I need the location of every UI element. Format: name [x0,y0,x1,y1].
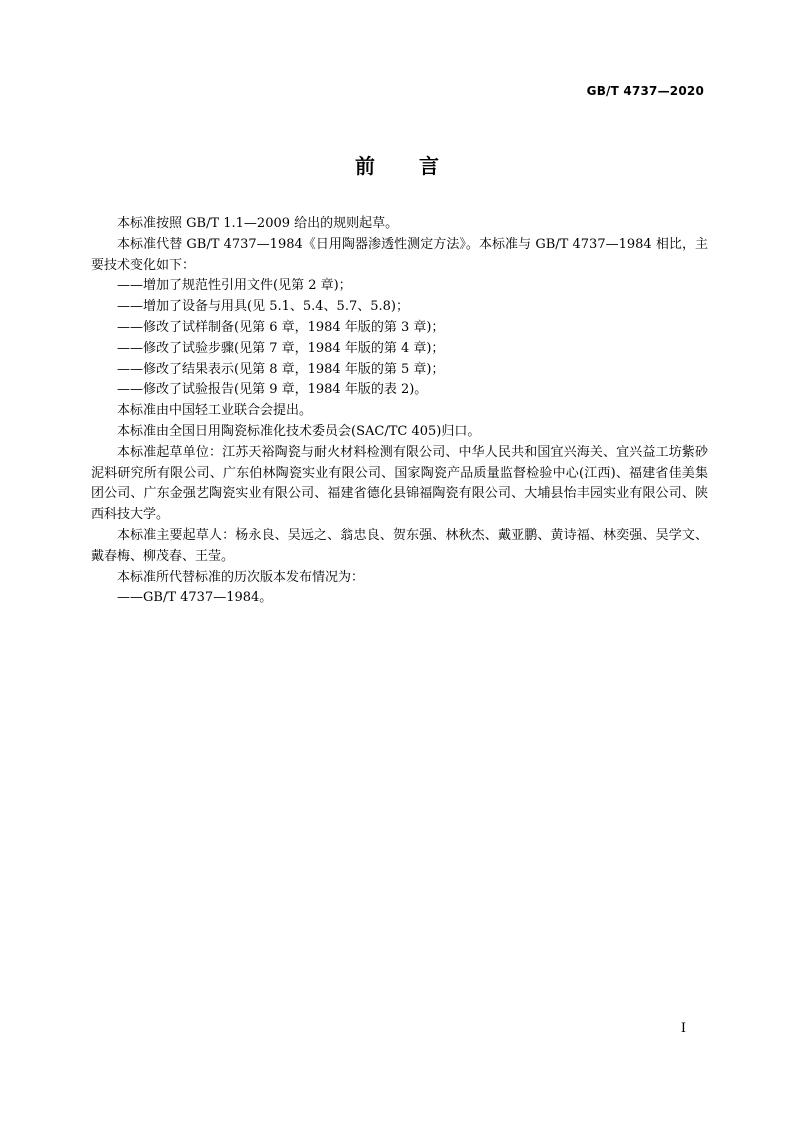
paragraph-replacement: 本标准代替 GB/T 4737—1984《日用陶器渗透性测定方法》。本标准与 GB/T 4737—1984 相比，主要技术变化如下： [91,236,708,273]
paragraph-committee: 本标准由全国日用陶瓷标准化技术委员会(SAC/TC 405)归口。 [117,423,481,439]
list-item: ——修改了试验步骤(见第 7 章，1984 年版的第 4 章)； [117,340,445,356]
list-item: ——修改了结果表示(见第 8 章，1984 年版的第 5 章)； [117,361,445,377]
page-number: I [680,1021,686,1036]
list-item: ——增加了设备与用具(见 5.1、5.4、5.7、5.8)； [117,299,409,315]
paragraph-drafting-rules: 本标准按照 GB/T 1.1—2009 给出的规则起草。 [117,216,399,231]
paragraph-proposer: 本标准由中国轻工业联合会提出。 [117,403,313,419]
paragraph-drafting-units: 本标准起草单位：江苏天裕陶瓷与耐火材料检测有限公司、中华人民共和国宜兴海关、宜兴益工坊紫砂泥料研究所有限公司、广东伯林陶瓷实业有限公司、国家陶瓷产品质量监督检验中心(江西)、福建省佳美集团公司、广东金强艺陶瓷实业有限公司、福建省德化县锦福陶瓷有限公司、大埔县怡丰园实业有限公司、陕西科技大学。 [91,444,708,523]
title-char-2: 言 [419,154,439,178]
title-char-1: 前 [355,154,375,178]
paragraph-drafters: 本标准主要起草人：杨永良、吴远之、翁忠良、贺东强、林秋杰、戴亚鹏、黄诗福、林奕强、吴学文、戴春梅、柳茂春、王莹。 [91,527,708,564]
list-item: ——增加了规范性引用文件(见第 2 章)； [117,278,352,294]
paragraph-history: 本标准所代替标准的历次版本发布情况为： [117,569,365,585]
list-item: ——GB/T 4737—1984。 [117,590,273,606]
foreword-body [91,214,708,609]
list-item: ——修改了试样制备(见第 6 章，1984 年版的第 3 章)； [117,319,445,335]
page-title [0,150,794,179]
list-item: ——修改了试验报告(见第 9 章，1984 年版的表 2)。 [117,382,428,398]
standard-code: GB/T 4737—2020 [586,84,704,98]
